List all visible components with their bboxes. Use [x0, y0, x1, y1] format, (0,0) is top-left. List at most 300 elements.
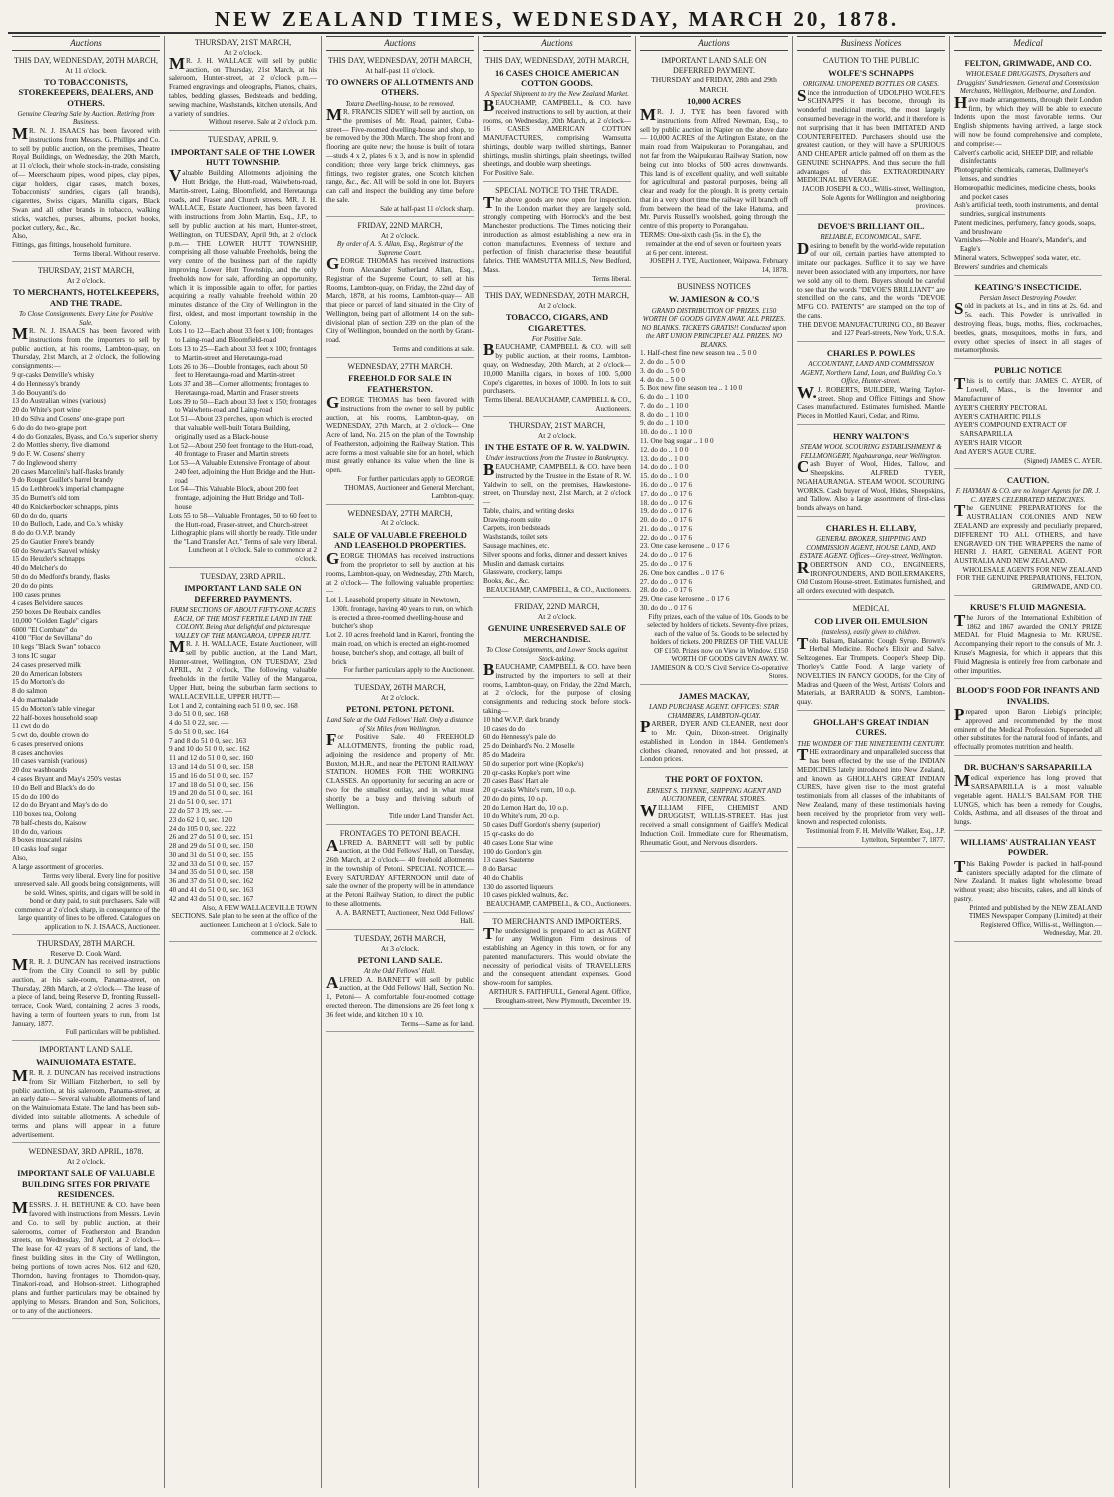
ad-signature: ARTHUR S. FAITHFULL, General Agent. Office, Brougham-street, New Plymouth, December 19.	[488, 987, 631, 1005]
column-4	[479, 36, 636, 1488]
ad-subtitle: By order of A. S. Allan, Esq., Registrar of the Supreme Court.	[336, 240, 464, 257]
advertisement-block	[326, 507, 474, 679]
ad-time: At 3 o'clock.	[380, 943, 420, 953]
ad-list-item: AYER'S COMPOUND EXTRACT OF SARSAPARILLA	[954, 421, 1067, 439]
ad-list-item: 20 qr-casks White's rum, 10 o.p.	[483, 786, 576, 795]
ad-headline: TO TOBACCONISTS, STOREKEEPERS, DEALERS, AND OTHERS.	[18, 76, 154, 108]
ad-list-item: 17 and 18 do 51 0 0, sec. 156	[169, 780, 254, 789]
ad-list-item: 11 and 12 do 51 0 0, sec. 160	[169, 754, 253, 763]
ad-list-item: Sausage machines, etc.	[483, 542, 550, 551]
ad-headline: HENRY WALTON'S	[833, 430, 909, 441]
ad-list-item: 9 do Rouget Guillet's barrel brandy	[12, 476, 114, 485]
ad-headline: IMPORTANT SALE OF THE LOWER HUTT TOWNSHIP.	[170, 146, 316, 167]
ad-subtitle: At the Odd Fellows' Hall.	[364, 967, 436, 976]
ad-list-item: 60 do do do, quarts	[12, 511, 68, 520]
ad-list-item: 40 and 41 do 51 0 0, sec. 163	[169, 885, 254, 894]
ad-list-item: 9 do F. W. Cosens' sherry	[12, 450, 85, 459]
ad-headline: SALE OF VALUABLE FREEHOLD AND LEASEHOLD PROPERTIES.	[333, 529, 467, 550]
columns	[8, 36, 1106, 1488]
ad-list-item: 7 do Inglewood sherry	[12, 458, 77, 467]
ad-list-item: 8 do Barsac	[483, 865, 517, 874]
ad-time: At half-past 11 o'clock.	[365, 65, 435, 75]
ad-list-item: 15 do Heuzler's schnapps	[12, 555, 85, 564]
ad-signature: Testimonial from F. H. Melville Walker, Esq., J.P. Lyttelton, September 7, 1877.	[805, 827, 945, 844]
advertisement-block	[797, 344, 945, 425]
ad-list-item: Homœopathic medicines, medicine chests, books and pocket cases	[954, 183, 1096, 201]
ad-list-item: 15 do Lethbroek's imperial champagne	[12, 485, 124, 494]
ad-signature: Terms and conditions at sale.	[392, 345, 474, 353]
ad-list-item: 24 do 105 0 0, sec. 222	[169, 824, 236, 833]
ad-list-item: Lot 52—About 250 feet frontage to the Hutt-road, 40 frontage to Fraser and Martin streets	[169, 441, 314, 459]
ad-headline: WOLFE'S SCHNAPPS	[828, 67, 914, 78]
ad-body-text: Tolu Balsam, Balsamic Cough Syrup. Brown's Herbal Medicine. Roche's Elixir and Salve. Seltzogenes. Ear Trumpets. Cooper's Sheep Dip. Thorley's Cattle Food. A large variety of NOVELTIES IN FANCY GOODS, for the City of Madras and Queen of the West, Artists' Colors and Materials, at BARRAUD & SON'S, Lambton-quay.	[797, 633, 945, 707]
column-2	[165, 36, 322, 1488]
ad-list-item: 15. do do .. 1 0 0	[640, 472, 689, 481]
ad-list-item: 100 do Gordon's gin	[483, 847, 542, 856]
ad-body-text: MR. J. H. WALLACE, Estate Auctioneer, will sell by public auction, at the Land Mart, Hunter-street, Wellington, ON TUESDAY, 23rd APRIL, At 2 o'clock, The following valuable freeholds in the fertile Valley of the Mangaroa, Upper Hutt, being the suburban farm sections to WALLACEVILLE, UPPER HUTT:—	[169, 637, 317, 701]
ad-body-text: MR. N. J. ISAACS has been favored with instructions from the importers to sell by public auction, at his rooms, Lambton-quay, on Thursday, 21st March, at 2 o'clock, the following consignments:—	[12, 324, 160, 371]
ad-list-item: Table, chairs, and writing desks	[483, 506, 574, 515]
ad-list-item: Books, &c., &c.	[483, 577, 530, 586]
ad-headline: IMPORTANT LAND SALE ON DEFERRED PAYMENTS.	[184, 583, 302, 604]
ad-body-text: Sold in packets at 1s., and in tins at 2s. 6d. and 5s. each. This Powder is unrivalled in destroying fleas, bugs, moths, flies, cockroaches, beetles, gnats, mosquitoes, moths in furs, and every other species of insect in all stages of metamorphosis.	[954, 299, 1102, 355]
ad-list-item: 50 do do Medford's brandy, flasks	[12, 573, 110, 582]
ad-list-item: 30 and 31 do 51 0 0, sec. 155	[169, 850, 254, 859]
ad-list-item: 20 qr-casks Kopke's port wine	[483, 768, 570, 777]
ad-signature: Terms liberal. BEAUCHAMP, CAMPBELL & CO., Auctioneers.	[484, 396, 631, 413]
ad-list-item: 50 do superior port wine (Kopke's)	[483, 759, 584, 768]
advertisement-block	[954, 681, 1102, 756]
ad-list-item: 24 cases preserved milk	[12, 660, 81, 669]
ad-date: THIS DAY, WEDNESDAY, 20TH MARCH,	[484, 55, 630, 65]
ad-list-item: 21. do do .. 0 17 6	[640, 524, 693, 533]
ad-body-text: ALFRED A. BARNETT will sell by public auction, at the Odd Fellows' Hall, Section No. 1, Petoni— A comfortable four-roomed cottage erected thereon. The dimensions are 26 feet long x 36 feet wide, and kitchen 10 x 10.	[326, 972, 474, 1019]
ad-list-item: 5 do 51 0 0, sec. 164	[169, 727, 229, 736]
ad-list-item: 8 do salmon	[12, 687, 48, 696]
advertisement-block	[326, 219, 474, 357]
ad-headline: GHOLLAH'S GREAT INDIAN CURES.	[813, 716, 929, 738]
ad-body-text: Medical experience has long proved that SARSAPARILLA is a most valuable vegetable agent. HALL'S BALSAM FOR THE LUNGS, which has been a remedy for Coughs, Colds, Asthma, and all diseases of the throat and lungs.	[954, 771, 1102, 827]
ad-list-item: 10,000 "Golden Eagle" cigars	[12, 616, 98, 625]
advertisement-block	[169, 36, 317, 131]
ad-body-text: Desiring to benefit by the world-wide reputation of our oil, certain parties have attempted to imitate our packages. Suffice it to say we have never been associated with any importers, nor have we sold any oil to them. Buyers should be careful to see that the words "DEVOE'S BRILLIANT" are stencilled on the cans, and the words "DEVOE MF'G CO. PATENTS" are stamped on the top of the cans.	[797, 238, 945, 320]
ad-headline: PETONI LAND SALE.	[357, 954, 443, 965]
ad-list-item: 40 do Knickerbocker schnapps, pints	[12, 502, 119, 511]
ad-list-item: 22 do 57 3 19, sec. —	[169, 806, 233, 815]
column-header: Auctions	[326, 36, 474, 51]
ad-list-item: 40 do Chablis	[483, 873, 523, 882]
ad-body-text: GEORGE THOMAS has received instructions from Alexander Sutherland Allan, Esq., Registrar of the Supreme Court, to sell at his Rooms, Lambton-quay, on Friday, the 22nd day of March, 1878, at his rooms, Lambton-quay— All that piece or parcel of land situated in the City of Wellington, being part of allotment 14 on the sub-divisional plan of section 239 on the plan of the City of Wellington, bounded on the north by Grant-road.	[326, 254, 475, 345]
ad-signature: THE DEVOE MANUFACTURING CO., 80 Beaver and 127 Pearl-streets, New York, U.S.A.	[797, 320, 945, 338]
ad-list-item: 10 do Bulloch, Lade, and Co.'s whisky	[12, 520, 124, 529]
ad-subtitle: For Positive Sale.	[531, 334, 583, 343]
ad-list-item: 100 cases prunes	[12, 590, 61, 599]
ad-subtitle: A Special Shipment to try the New Zealand Market.	[485, 90, 629, 99]
advertisement-block	[640, 770, 788, 851]
ad-date: THURSDAY, 21ST MARCH,	[508, 421, 606, 431]
ad-time: At 2 o'clock.	[537, 301, 577, 311]
advertisement-block	[483, 54, 631, 182]
ad-list-item: 130 do assorted liqueurs	[483, 882, 554, 891]
ad-body-text: MR. J. H. WALLACE will sell by public auction, on Thursday, 21st March, at his saleroom, Hunter-street, at 2 o'clock p.m.— Framed engravings and oleographs, Pianos, chairs, tables, bedding glasses, Bedsteads and bedding, sewing machine, Washstands, kitchen utensils, And a variety of sundries.	[169, 53, 317, 118]
advertisement-block	[797, 427, 945, 517]
ad-list-item: 17. do do .. 0 17 6	[640, 489, 693, 498]
ad-list-item: 20 do Lemon Hart do, 10 o.p.	[483, 803, 569, 812]
ad-list-item: Mineral waters, Schweppes' soda water, etc.	[954, 253, 1081, 262]
ad-list-item: 8. do do .. 1 10 0	[640, 410, 689, 419]
ad-list-item: Lots 26 to 36—Double frontages, each about 50 feet to Heretaunga-road and Martin-street	[169, 362, 308, 380]
ad-list-item: 6000 "El Combate" do	[12, 625, 78, 634]
advertisement-block	[640, 687, 788, 768]
ad-list-item: 10 hhd W.V.P. dark brandy	[483, 715, 560, 724]
ad-body-text: BEAUCHAMP, CAMPBELL & CO. have been instructed by the Trustee in the Estate of R. W. Yaldwin to sell, on the premises, Hawkestone-street, on Thursday next, 21st March, at 2 o'clock—	[483, 459, 631, 507]
ad-list-item: 20 do do pints	[12, 581, 53, 590]
advertisement-block	[326, 932, 474, 1032]
ad-list-item: 13 cases Sauterne	[483, 856, 535, 865]
ad-date: BUSINESS NOTICES	[677, 282, 751, 292]
ad-body-text: This Baking Powder is packed in half-pound canisters specially adapted for the climate of New Zealand. It makes light wholesome bread without yeast; also biscuits, cakes, and all kinds of pastry.	[954, 856, 1102, 903]
ad-list-item: 10 kegs "Black Swan" tobacco	[12, 643, 101, 652]
ad-list-item: 13 do Australian wines (various)	[12, 397, 106, 406]
ad-headline: IMPORTANT SALE OF VALUABLE BUILDING SITES FOR PRIVATE RESIDENCES.	[17, 1168, 155, 1199]
ad-list-item: Patent medicines, perfumery, fancy goods, soaps, and brushware	[954, 218, 1096, 236]
ad-list-item: Ash's artificial teeth, tooth instruments, and dental sundries, surgical instruments	[954, 201, 1099, 219]
advertisement-block	[483, 184, 631, 287]
ad-list-item: 9 qr-casks Denville's whisky	[12, 371, 95, 380]
ad-date: THIS DAY, WEDNESDAY, 20TH MARCH,	[13, 55, 159, 65]
ad-body-text: The Jurors of the International Exhibition of 1862 and 1867 awarded the ONLY PRIZE MEDAL for Fluid Magnesia to Mr. KRUSE. Accompanying their report to the consuls of Mr. J. Kruse's Magnesia, for which it appears that this Fluid Magnesia is entirely free from carbonate and other impurities.	[954, 610, 1102, 675]
ad-list-item: Lots 55 to 58—Valuable Frontages, 50 to 60 feet to the Hutt-road, Fraser-street, and Church-street	[169, 511, 317, 529]
ad-headline: COD LIVER OIL EMULSION	[814, 615, 928, 626]
ad-list-item: 28 and 29 do 51 0 0, sec. 150	[169, 842, 254, 851]
column-header: Auctions	[483, 36, 631, 51]
ad-list-item: 4 do do Gonzales, Byass, and Co.'s superior sherry	[12, 432, 159, 441]
advertisement-block	[12, 1043, 160, 1143]
ad-list-item: Lot 2. 10 acres freehold land in Karori, fronting the main road, on which is erected an eight-roomed house, butcher's shop, and cottage, all built of brick	[326, 631, 474, 666]
ad-subtitle: GENERAL BROKER, SHIPPING AND COMMISSION AGENT, HOUSE LAND, AND ESTATE AGENT. Offices—Grey-street, Wellington.	[799, 535, 943, 561]
ad-signature: Without reserve. Sale at 2 o'clock p.m.	[208, 118, 317, 127]
ad-list-item: A large assortment of groceries.	[12, 862, 104, 871]
advertisement-block	[483, 289, 631, 417]
ad-list-item: AYER'S CATHARTIC PILLS	[954, 412, 1041, 421]
ad-date: WEDNESDAY, 27TH MARCH.	[347, 361, 453, 371]
ad-list-item: Lot 51—About 23 perches, upon which is erected that valuable well-built Totara Building, originally used as a Black-house	[169, 415, 313, 441]
ad-subtitle: Land Sale at the Odd Fellows' Hall. Only a distance of Six Miles from Wellington.	[326, 716, 474, 733]
ad-subtitle: ACCOUNTANT, LAND AND COMMISSION AGENT, Northern Land, Loan, and Building Co.'s Office, Hunter-street.	[800, 360, 942, 386]
ad-list-item: Varnishes—Noble and Hoare's, Mander's, and Eagle's	[954, 236, 1087, 254]
ad-list-item: 6 do do do two-grape port	[12, 423, 87, 432]
ad-headline: FELTON, GRIMWADE, AND CO.	[964, 57, 1092, 68]
advertisement-block	[326, 827, 474, 930]
ad-date: IMPORTANT LAND SALE.	[39, 1044, 133, 1054]
ad-list-item: 30. do do .. 0 17 6	[640, 603, 693, 612]
advertisement-block	[797, 602, 945, 711]
advertisement-block	[326, 681, 474, 825]
ad-signature: Fifty prizes, each of the value of 10s. Goods to be selected by holders of tickets. Seventy-five prizes, each of the value of 5s. Goods to be selected by holders of tickets. 200 PRIZES OF THE VALUE OF £150. Prizes now on View in Window. £150 WORTH OF GOODS GIVEN AWAY. W. JAMIESON & CO.'S Civil Service Co-operative Stores.	[647, 612, 788, 681]
ad-list-item: 15 do Morton's table vinegar	[12, 704, 95, 713]
ad-headline: TO OWNERS OF ALLOTMENTS AND OTHERS.	[326, 76, 474, 98]
ad-subtitle: Genuine Clearing Sale by Auction. Retiring from Business.	[17, 109, 155, 127]
ad-list-item: 8 do do O.V.P. brandy	[12, 529, 76, 538]
ad-list-item: 22 half-boxes household soap	[12, 713, 98, 722]
ad-body-text: The GENUINE PREPARATIONS for the AUSTRALIAN COLONIES AND NEW ZEALAND are expressly and peculiarly prepared, DIFFERENT TO ALL OTHERS, and have ENGRAVED ON THE WRAPPERS the name of HENRI J. HART, GENERAL AGENT FOR AUSTRALIA AND NEW ZEALAND.	[954, 501, 1102, 566]
ad-list-item: 7. do do .. 1 10 0	[640, 401, 689, 410]
ad-subtitle: Under instructions from the Trustee in Bankruptcy.	[485, 454, 629, 463]
ad-subtitle: F. HAYMAN & CO. are no longer Agents for DR. J. C. AYER'S CELEBRATED MEDICINES.	[955, 487, 1101, 504]
ad-list-item: 3 do 51 0 0, sec. 168	[169, 710, 229, 719]
ad-list-item: Brewers' sundries and chemicals	[954, 262, 1048, 271]
ad-body-text: BEAUCHAMP, CAMPBELL & CO. have been instructed by the importers to sell at their rooms, Lambton-quay, on Friday, the 22nd March, at 2 o'clock, for the purpose of closing consignments and reducing stock before stock-taking—	[483, 660, 631, 716]
ad-list-item: 32 and 33 do 51 0 0, sec. 157	[169, 859, 254, 868]
ad-body-text: This is to certify that: JAMES C. AYER, of Lowell, Mass., is the Inventor and Manufacturer of	[954, 374, 1102, 404]
advertisement-block	[797, 713, 945, 848]
advertisement-block	[483, 915, 631, 1009]
ad-headline: THE PORT OF FOXTON.	[665, 774, 763, 785]
ad-headline: 10,000 ACRES	[687, 95, 741, 106]
ad-list-item: 20 do White's port wine	[12, 406, 81, 415]
ad-list-item: Glassware, crockery, lamps	[483, 568, 562, 577]
ad-list-item: 15 do do 100 do	[12, 792, 59, 801]
ad-list-item: 60 do Hennessy's pale do	[483, 733, 556, 742]
ad-headline: FREEHOLD FOR SALE IN FEATHERSTON.	[348, 373, 452, 394]
ad-date: SPECIAL NOTICE TO THE TRADE.	[495, 186, 619, 195]
ad-list-item: 22. do do .. 0 17 6	[640, 533, 693, 542]
ad-signature: Full particulars will be published.	[65, 1028, 160, 1037]
ad-list-item: 26. One box candles .. 0 17 6	[640, 568, 724, 577]
column-6	[793, 36, 950, 1488]
ad-list-item: 2 do Mottles sherry, five diamond	[12, 441, 110, 450]
ad-subtitle: Persian Insect Destroying Powder.	[979, 293, 1077, 302]
ad-body-text: W.J. ROBERTS, BUILDER, Waring Taylor-street. Shop and Office Fittings and Show Cases manufactured. Estimates furnished. Mantle Pieces in Mottled Kauri, Cedar, and Rimu.	[797, 382, 945, 421]
ad-date: TO MERCHANTS AND IMPORTERS.	[492, 916, 622, 926]
ad-list-item: Fittings, gas fittings, household furniture.	[12, 241, 132, 250]
ad-list-item: 20 cases Marcelini's half-flasks brandy	[12, 467, 124, 476]
advertisement-block	[326, 54, 474, 217]
ad-headline: CHARLES H. ELLABY,	[825, 522, 917, 533]
ad-headline: 16 CASES CHOICE AMERICAN COTTON GOODS.	[495, 67, 619, 89]
ad-list-item: 26 and 27 do 51 0 0, sec. 151	[169, 833, 254, 842]
ad-headline: TOBACCO, CIGARS, AND CIGARETTES.	[505, 312, 609, 333]
ad-list-item: 5 cwt do, double crown do	[12, 731, 89, 740]
ad-list-item: 4 cases Belvidere sauces	[12, 599, 83, 608]
ad-subtitle: (tasteless), easily given to children.	[821, 628, 921, 637]
advertisement-block	[954, 833, 1102, 942]
advertisement-block	[797, 217, 945, 342]
ad-signature: Sale at half-past 11 o'clock sharp.	[380, 204, 474, 213]
ad-list-item: 36 and 37 do 51 0 0, sec. 162	[169, 877, 254, 886]
ad-list-item: Lot 54—This Valuable Block, about 200 feet frontage, adjoining the Hutt Bridge and Toll-house	[169, 485, 304, 512]
ad-signature: JACOB JOSEPH & CO., Willis-street, Wellington, Sole Agents for Wellington and neighboring provinces.	[802, 185, 945, 211]
ad-body-text: MR. J. J. TYE has been favored with instructions from Alfred Newman, Esq., to sell by public auction in Napier on the above date— 10,000 ACRES of the Arlington Estate, on the main road from Waipukurau to Porangahau, and not far from the Waipukurau Railway Station, now being cut into blocks of 500 acres downwards. This land is of excellent quality, and well suitable for agricultural and pastoral purposes, being all clear and ready for the plough. It is pretty certain that in a very short time the railway will branch off from between the head of the lake Hatuma, and Mr. Purvis Russell's woolshed, going through the centre of this property to Porangahau.	[640, 105, 788, 231]
advertisement-block	[954, 758, 1102, 831]
ad-signature: Terms very liberal. Every line for positive unreserved sale. All goods being consignments, will be sold. Wines, spirits, and cigars will be sold in bond or duty paid, to suit purchasers. Sale will commence at 2 o'clock sharp, in consequence of the large quantity of lines to be offered. Catalogues on application to N. J. ISAACS, Auctioneer.	[14, 871, 160, 931]
ad-list-item: 3. do do .. 5 0 0	[640, 366, 685, 375]
ad-body-text: Valuable Building Allotments adjoining the Hutt Bridge, the Hutt-road, Waiwhetu-road, Martin-street, Laing, Bloomfield, and Heretaunga roads, and Fraser and Church streets. MR. J. H. WALLACE, Estate Auctioneer, has been favored with instructions from John Martin, Esq., J.P., to sell by public auction at his mart, Hunter-street, Wellington, on TUESDAY, April 9th, at 2 o'clock p.m.— THE LOWER HUTT TOWNSHIP, comprising all those valuable Freeholds, being the very centre of the business part of the rapidly improving Lower Hutt Township, and the only freeholds now for sale, affording an opportunity, which it is impossible again to offer, for parties acquiring a really valuable freehold within 20 minutes distance of the City of Wellington in the first, oldest, and most important township in the Colony.	[169, 166, 317, 327]
ad-list-item: Washstands, toilet sets	[483, 533, 548, 542]
advertisement-block	[797, 54, 945, 215]
ad-list-item: 13 and 14 do 51 0 0, sec. 158	[169, 763, 254, 772]
ad-list-item: 19 and 20 do 51 0 0, sec. 161	[169, 789, 254, 798]
column-7	[950, 36, 1106, 1488]
ad-list-item: 9 and 10 do 51 0 0, sec. 162	[169, 745, 250, 754]
ad-list-item: Calvert's carbolic acid, SHEEP DIP, and reliable disinfectants	[954, 148, 1094, 166]
ad-subtitle: ERNEST S. THYNNE, SHIPPING AGENT AND AUCTIONEER, CENTRAL STORES.	[646, 786, 782, 804]
ad-list-item: Muslin and damask curtains	[483, 559, 564, 568]
column-1	[8, 36, 165, 1488]
ad-list-item: AYER'S CHERRY PECTORAL	[954, 403, 1048, 412]
advertisement-block	[12, 264, 160, 935]
advertisement-block	[954, 54, 1102, 276]
ad-headline: WAINUIOMATA ESTATE.	[36, 1056, 136, 1067]
ad-subtitle: FARM SECTIONS OF ABOUT FIFTY-ONE ACRES EACH, OF THE MOST FERTILE LAND IN THE COLONY. Being that delightful and picturesque VALLEY OF THE MANGAROA, UPPER HUTT.	[170, 605, 316, 640]
ad-list-item: Silver spoons and forks, dinner and dessert knives	[483, 550, 628, 559]
ad-list-item: 10 do do, various	[12, 827, 62, 836]
ad-headline: BLOOD'S FOOD FOR INFANTS AND INVALIDS.	[956, 685, 1100, 706]
advertisement-block	[326, 360, 474, 505]
ad-list-item: 18. do do .. 0 17 6	[640, 498, 693, 507]
ad-list-item: 40 do Melcher's do	[12, 564, 67, 573]
ad-body-text: ROBERTSON AND CO., ENGINEERS, IRONFOUNDERS, AND BOILERMAKERS, Old Custom House-street. Estimates furnished, and all orders executed with despatch.	[797, 557, 945, 596]
ad-list-item: 1. Half-chest fine new season tea .. 5 0 0	[640, 349, 757, 358]
ad-list-item: 34 and 35 do 51 0 0, sec. 158	[169, 868, 254, 877]
ad-list-item: 27. do do .. 0 17 6	[640, 577, 693, 586]
ad-list-item: 35 do Burnett's old tom	[12, 493, 80, 502]
ad-date: TUESDAY, APRIL 9.	[208, 134, 278, 144]
ad-time: THURSDAY and FRIDAY, 28th and 29th MARCH.	[651, 75, 777, 94]
ad-headline: JAMES MACKAY,	[678, 690, 750, 701]
ad-list-item: Lots 1 to 12—Each about 33 feet x 100; frontages to Laing-road and Bloomfield-road	[169, 327, 313, 345]
ad-time: Reserve D. Cook Ward.	[50, 949, 122, 959]
ad-body-text: Prepared upon Baron Liebig's principle; approved and recommended by the most eminent of the Medical Profession. Superseded all other substitutes for the natural food of infants, and effectually promotes nutrition and health.	[954, 705, 1102, 752]
ad-list-item: 10 casks loaf sugar	[12, 845, 67, 854]
ad-headline: CHARLES P. POWLES	[826, 347, 916, 358]
advertisement-block	[954, 361, 1102, 469]
ad-list-item: 15 and 16 do 51 0 0, sec. 157	[169, 771, 254, 780]
ad-list-item: 14. do do .. 1 0 0	[640, 463, 689, 472]
column-header: Auctions	[640, 36, 788, 51]
advertisement-block	[954, 278, 1102, 360]
ad-subtitle: To Close Consignments, and Lower Stocks against Stock-taking.	[486, 646, 628, 663]
ad-list-item: Lot 1 and 2, containing each 51 0 0, sec. 168	[169, 701, 298, 710]
advertisement-block	[640, 54, 788, 278]
ad-date: WEDNESDAY, 3RD APRIL, 1878.	[28, 1147, 144, 1157]
ad-list-item: 78 half-chests do, Kaisow	[12, 818, 87, 827]
ad-list-item: 28. do do .. 0 17 6	[640, 586, 693, 595]
ad-signature: Printed and published by the NEW ZEALAND TIMES Newspaper Company (Limited) at their Registered Office, Willis-st., Wellington.—Wednesday, Mar. 20.	[968, 903, 1102, 938]
ad-date: FRIDAY, 22ND MARCH,	[514, 602, 600, 612]
ad-subtitle: Totara Dwelling-house, to be removed.	[345, 99, 455, 108]
ad-list-item: 9. do do .. 1 10 0	[640, 419, 689, 428]
ad-time: At 2 o'clock.	[66, 276, 106, 286]
ad-list-item: 10 do Bell and Black's do do	[12, 783, 95, 792]
ad-body-text: WILLIAM FIFE, CHEMIST AND DRUGGIST, WILLIS-STREET. Has just received a small consignment of Gaiffe's Medical Induction Coil. Immediate cure for Rheumatism, Rheumatic Gout, and Nervous disorders.	[640, 800, 788, 847]
column-3	[322, 36, 479, 1488]
ad-list-item: AYER'S HAIR VIGOR	[954, 438, 1022, 447]
ad-date: THURSDAY, 21ST MARCH,	[194, 38, 292, 47]
ad-signature: Also, A FEW WALLACEVILLE TOWN SECTIONS. Sale plan to be seen at the office of the auctioneer. Luncheon at 1 o'clock. Sale to commence at 2 o'clock.	[171, 903, 317, 938]
ad-headline: GENUINE UNRESERVED SALE OF MERCHANDISE.	[487, 623, 627, 644]
ad-time: At 2 o'clock.	[537, 430, 577, 440]
ad-body-text: BEAUCHAMP, CAMPBELL & CO. will sell by public auction, at their rooms, Lambton-quay, on Wednesday, 20th March, at 2 o'clock— 10,000 Manilla cigars, in boxes of 100. 5,000 Cope's cigarettes, in boxes of 1000. In lots to suit purchasers.	[483, 340, 631, 396]
ad-list-item: 10. do do .. 1 10 0	[640, 428, 693, 437]
ad-body-text: Since the introduction of UDOLPHO WOLFE'S SCHNAPPS it has become, through its wonderful medicinal merits, the most largely consumed beverage in the world, and it therefore is not surprising that it has been IMITATED AND COUNTERFEITED. Purchasers should use the greatest caution, or they will have a SPURIOUS AND CHEAPER article palmed off on them as the GENUINE SCHNAPPS. And thus secure the full advantages of this EXTRAORDINARY MEDICINAL BEVERAGE.	[797, 85, 945, 185]
ad-body-text: MR. N. J. ISAACS has been favored with instructions from Messrs. G. Phillips and Co. to sell by public auction, on the premises, Theatre Royal Buildings, on Wednesday, the 20th March, at 11 o'clock, their whole stock-in-trade, consisting of— Meerschaum pipes, wood pipes, clay pipes, cigar holders, cigar cases, match boxes, Tobacconists' sundries, cigars (all brands), cigarettes, Swiss cigars, Manilla cigars, Black Swan and all other brands in tobacco, walking sticks, watches, purses, albums, pocket books, pocket cutlery, &c., &c.	[12, 124, 160, 232]
ad-list-item: 40 cases Lone Star wine	[483, 838, 553, 847]
ad-list-item: 4 do Hennessy's brandy	[12, 379, 81, 388]
ad-list-item: 20 do American lobsters	[12, 669, 83, 678]
ad-list-item: Also,	[12, 854, 28, 863]
ad-date: FRONTAGES TO PETONI BEACH.	[339, 828, 461, 838]
ad-headline: KEATING'S INSECTICIDE.	[974, 281, 1082, 292]
ad-signature: Terms liberal. Without reserve.	[73, 249, 160, 258]
ad-signature: Terms liberal.	[592, 274, 631, 283]
ad-body-text: PARBER, DYER AND CLEANER, next door to Mr. Quin, Dixon-street. Originally established in London in 1844. Gentlemen's clothes cleaned, renovated and hot pressed, at London prices.	[640, 717, 788, 764]
ad-list-item: 4. do do .. 5 0 0	[640, 375, 685, 384]
ad-list-item: 8 cases anchovies	[12, 748, 64, 757]
advertisement-block	[483, 419, 631, 598]
column-header: Auctions	[12, 36, 160, 51]
ad-list-item: 10 do Silva and Cosens' one-grape port	[12, 414, 125, 423]
ad-list-item: 6 cases preserved onions	[12, 739, 84, 748]
ad-date: TUESDAY, 26TH MARCH,	[354, 933, 446, 943]
advertisement-block	[169, 133, 317, 568]
ad-list-item: 3 do Bouyanti's do	[12, 388, 66, 397]
ad-list-item: 20 doz washboards	[12, 766, 68, 775]
ad-list-item: 3 tons IC sugar	[12, 652, 56, 661]
ad-list-item: 23. One case kerosene .. 0 17 6	[640, 542, 730, 551]
ad-list-item: 13. do do .. 1 0 0	[640, 454, 689, 463]
ad-list-item: 16. do do .. 0 17 6	[640, 480, 693, 489]
advertisement-block	[12, 54, 160, 263]
ad-list-item: 12. do do .. 1 0 0	[640, 445, 689, 454]
ad-list-item: 4100 "Flor de Sevillana" do	[12, 634, 93, 643]
ad-list-item: 2. do do .. 5 0 0	[640, 358, 685, 366]
ad-list-item: 24. do do .. 0 17 6	[640, 551, 693, 560]
ad-list-item: 23 do 62 1 0, sec. 120	[169, 815, 233, 824]
ad-signature: BEAUCHAMP, CAMPBELL, & CO., Auctioneers.	[486, 900, 631, 909]
ad-date: WEDNESDAY, 27TH MARCH,	[347, 508, 453, 518]
column-header: Business Notices	[797, 36, 945, 51]
ad-body-text: MR. R. J. DUNCAN has received instructions from Sir William Fitzherbert, to sell by public auction, at his saleroom, Panama-street, at an early date— Several valuable allotments of land on the Wainuiomata Estate. The land has been sub-divided into suitable allotments. A schedule of terms and plans will appear in a future advertisement.	[12, 1066, 160, 1139]
ad-body-text: MESSRS. J. H. BETHUNE & CO. have been favored with instructions from Messrs. Levin and Co. to sell by public auction, at their salerooms, corner of Featherston and Brandon streets, on Wednesday, 3rd April, at 2 o'clock— The lease for 42 years of 8 sections of land, the finest building sites in the City of Wellington, being portions of town acres Nos. 612 and 620, Thorndon, having frontages to Thorndon-quay, Tinakori-road, and Hobson-street. Lithographed plans and further particulars may be obtained by applying to Messrs. Brandon and Son, Solicitors, or to any of the auctioneers.	[12, 1198, 160, 1315]
ad-signature: Lithographic plans will shortly be ready. Title under the "Land Transfer Act." Terms of sale very liberal. Luncheon at 1 o'clock. Sale to commence at 2 o'clock.	[171, 529, 317, 563]
ad-date: TUESDAY, 23RD APRIL.	[200, 571, 286, 581]
ad-body-text: Cash Buyer of Wool, Hides, Tallow, and Sheepskins. ALFRED TYER, NGAHAURANGA. STEAM WOOL SCOURING WORKS. Cash buyer of Wool, Hides, Sheepskins, and Tallow. Also a large assortment of first-class bonds always on hand.	[797, 457, 945, 513]
ad-list-item: 15 qr-casks do do	[483, 829, 534, 838]
ad-list-item: Carpets, iron bedsteads	[483, 524, 550, 533]
ad-time: At 2 o'clock.	[223, 47, 263, 57]
ad-date: THIS DAY, WEDNESDAY, 20TH MARCH,	[327, 55, 473, 65]
ad-list-item: 29. One case kerosene .. 0 17 6	[640, 595, 730, 604]
ad-time: At 11 o'clock.	[65, 65, 107, 75]
ad-body-text: MR. R. J. DUNCAN has received instructions from the City Council to sell by public auction, at his sale-room, Panama-street, on Thursday, 28th March, at 2 o'clock— The lease of a piece of land, being Reserve D, fronting Russell-terrace, Cook Ward, containing 2 acres 3 roods, having a term of fourteen years to run, from 1st January, 1877.	[12, 955, 160, 1028]
ad-subtitle: RELIABLE, ECONOMICAL, SAFE.	[820, 233, 922, 242]
ad-date: THURSDAY, 21ST MARCH,	[37, 266, 135, 276]
advertisement-block	[797, 519, 945, 600]
ad-signature: JOSEPH J. TYE, Auctioneer, Waipawa. February 14, 1878.	[649, 257, 788, 274]
ad-subtitle: ORIGINAL UNOPENED BOTTLES OR CASES.	[802, 80, 940, 89]
ad-signature: Title under Land Transfer Act.	[388, 812, 474, 821]
ad-date: THURSDAY, 28TH MARCH.	[37, 939, 135, 949]
advertisement-block	[483, 600, 631, 912]
ad-list-item: For Positive Sale.	[483, 169, 534, 178]
ad-time: At 2 o'clock.	[66, 1157, 106, 1167]
column-5	[636, 36, 793, 1488]
ad-list-item: 6. do do .. 1 10 0	[640, 393, 689, 402]
advertisement-block	[12, 937, 160, 1041]
ad-signature: Terms—Same as for land.	[401, 1019, 474, 1028]
advertisement-block	[169, 570, 317, 942]
